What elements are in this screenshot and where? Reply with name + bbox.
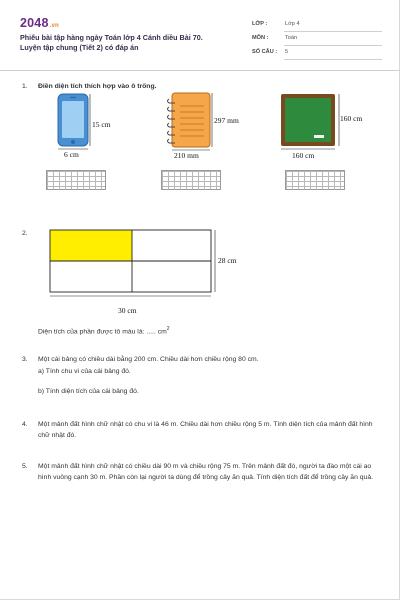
question-5-text: Một mảnh đất hình chữ nhật có chiều dài 90 m và chiều rộng 75 m. Trên mảnh đất đó, người ta đào một cái ao hình vuông cạnh 30 m. Phần còn lại người ta dùng để trồng cây ăn quả. Tính diện tích đất để trồng cây ăn quả. xyxy=(38,463,373,481)
logo-main: 2048 xyxy=(20,16,49,30)
question-3-part-a: a) Tính chu vi của cái bảng đó. xyxy=(38,368,131,375)
rectangle-figure xyxy=(46,226,256,322)
question-3-text: Một cái bảng có chiều dài bằng 200 cm. Chiều dài hơn chiều rộng 80 cm. xyxy=(38,356,259,363)
worksheet-meta xyxy=(252,18,382,60)
meta-value: 5 xyxy=(284,46,382,60)
phone-width-label: 6 cm xyxy=(64,150,79,159)
question-1-text: Điền diện tích thích hợp vào ô trống. xyxy=(38,83,157,90)
answer-grid-notebook[interactable] xyxy=(161,170,221,190)
header-divider xyxy=(0,70,400,71)
meta-key: MÔN : xyxy=(252,35,269,41)
question-2-text xyxy=(38,324,170,337)
question-3-part-b: b) Tính diện tích của cái bảng đó. xyxy=(38,388,139,395)
answer-grid-board[interactable] xyxy=(285,170,345,190)
notebook-height-label: 297 mm xyxy=(214,116,239,125)
question-2-sentence: Diện tích của phần được tô màu là: ..... cm xyxy=(38,328,167,336)
meta-row-grade xyxy=(252,18,382,32)
meta-value: Lớp 4 xyxy=(284,18,382,32)
worksheet-title: Phiếu bài tập hàng ngày Toán lớp 4 Cánh diều Bài 70. Luyện tập chung (Tiết 2) có đáp án xyxy=(20,33,203,52)
question-5-number: 5. xyxy=(22,463,28,470)
phone-figure xyxy=(44,92,124,162)
shaded-rectangle-diagram xyxy=(46,226,256,322)
worksheet-header xyxy=(20,14,382,66)
board-width-label: 160 cm xyxy=(292,151,315,160)
rectangle-width-label: 30 cm xyxy=(118,306,137,315)
answer-grid-phone[interactable] xyxy=(46,170,106,190)
meta-value: Toán xyxy=(284,32,382,46)
board-figure xyxy=(278,90,378,162)
question-4-number: 4. xyxy=(22,421,28,428)
logo-suffix: .vn xyxy=(49,23,59,29)
site-logo[interactable] xyxy=(20,16,59,30)
meta-key: SỐ CÂU : xyxy=(252,49,278,55)
question-2-number: 2. xyxy=(22,230,28,237)
notebook-figure xyxy=(160,90,275,162)
meta-row-question-count xyxy=(252,46,382,60)
meta-row-subject xyxy=(252,32,382,46)
question-1-number: 1. xyxy=(22,83,28,90)
meta-key: LỚP : xyxy=(252,21,268,27)
question-4-text: Một mảnh đất hình chữ nhật có chu vi là 46 m. Chiều dài hơn chiều rộng 5 m. Tính diện tích của mảnh đất hình chữ nhật đó. xyxy=(38,421,373,439)
question-3-number: 3. xyxy=(22,356,28,363)
phone-icon xyxy=(44,92,124,162)
unit-superscript: 2 xyxy=(166,326,170,332)
board-height-label: 160 cm xyxy=(340,114,363,123)
rectangle-height-label: 28 cm xyxy=(218,256,237,265)
notebook-width-label: 210 mm xyxy=(174,151,199,160)
phone-height-label: 15 cm xyxy=(92,120,111,129)
